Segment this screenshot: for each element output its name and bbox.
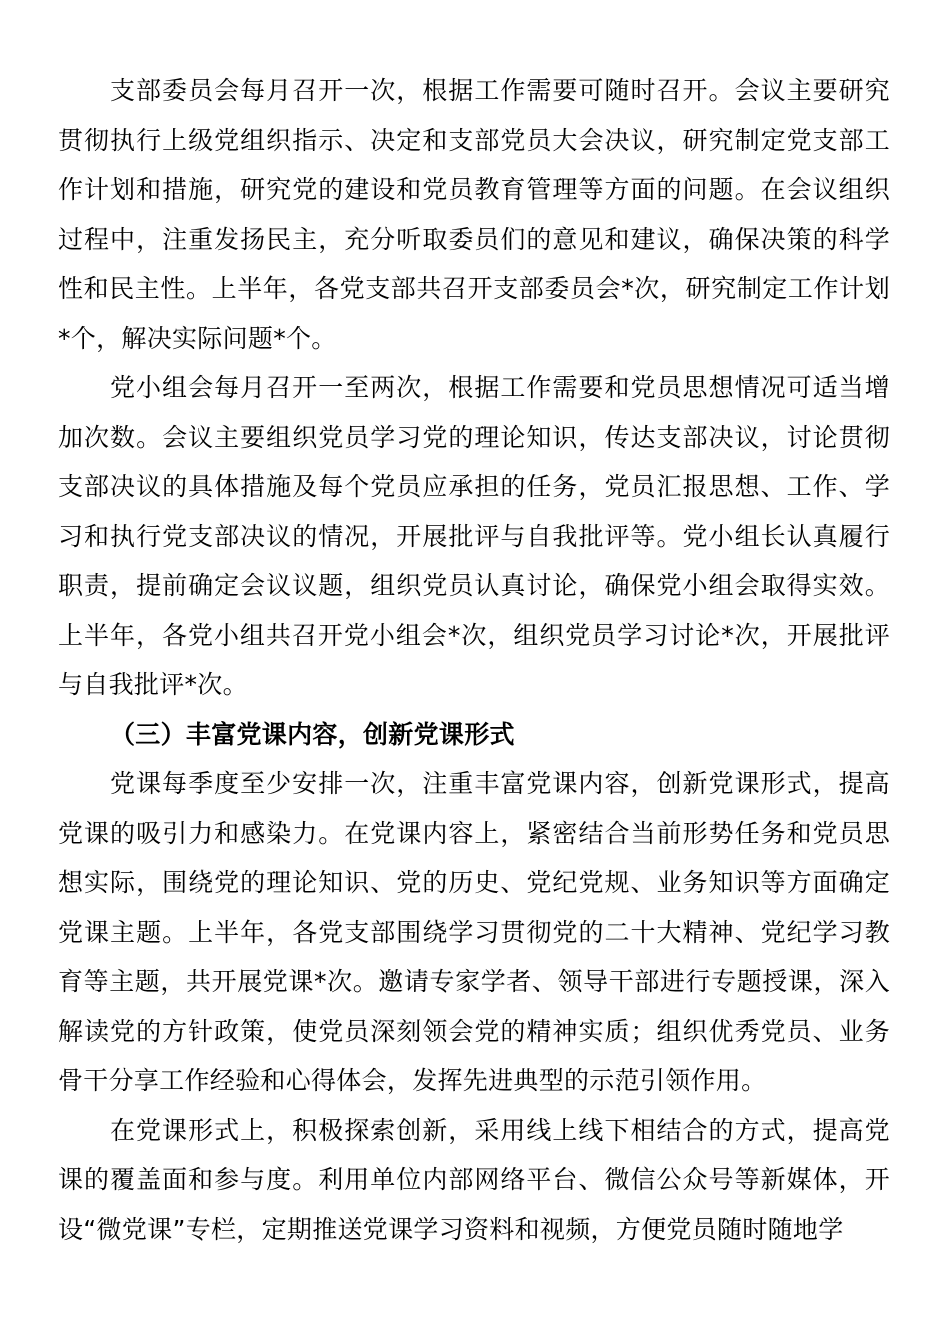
section-heading: （三）丰富党课内容，创新党课形式 [110, 719, 515, 749]
paragraph-branch-committee: 支部委员会每月召开一次，根据工作需要可随时召开。会议主要研究贯彻执行上级党组织指示、决定和支部党员大会决议，研究制定党支部工作计划和措施，研究党的建设和党员教育管理等方面的问题。在会议组织过程中，注重发扬民主，充分听取委员们的意见和建议，确保决策的科学性和民主性。上半年，各党支部共召开支部委员会*次，研究制定工作计划*个，解决实际问题*个。 [58, 76, 890, 353]
paragraph-party-lecture-content: 党课每季度至少安排一次，注重丰富党课内容，创新党课形式，提高党课的吸引力和感染力。在党课内容上，紧密结合当前形势任务和党员思想实际，围绕党的理论知识、党的历史、党纪党规、业务知识等方面确定党课主题。上半年，各党支部围绕学习贯彻党的二十大精神、党纪学习教育等主题，共开展党课*次。邀请专家学者、领导干部进行专题授课，深入解读党的方针政策，使党员深刻领会党的精神实质；组织优秀党员、业务骨干分享工作经验和心得体会，发挥先进典型的示范引领作用。 [58, 769, 890, 1095]
paragraph-party-group-meeting: 党小组会每月召开一至两次，根据工作需要和党员思想情况可适当增加次数。会议主要组织党员学习党的理论知识，传达支部决议，讨论贯彻支部决议的具体措施及每个党员应承担的任务，党员汇报思想、工作、学习和执行党支部决议的情况，开展批评与自我批评等。党小组长认真履行职责，提前确定会议议题，组织党员认真讨论，确保党小组会取得实效。上半年，各党小组共召开党小组会*次，组织党员学习讨论*次，开展批评与自我批评*次。 [58, 373, 890, 699]
paragraph-party-lecture-format: 在党课形式上，积极探索创新，采用线上线下相结合的方式，提高党课的覆盖面和参与度。利用单位内部网络平台、微信公众号等新媒体，开设“微党课”专栏，定期推送党课学习资料和视频，方便党员随时随地学 [58, 1115, 890, 1244]
document-page [58, 66, 890, 1254]
